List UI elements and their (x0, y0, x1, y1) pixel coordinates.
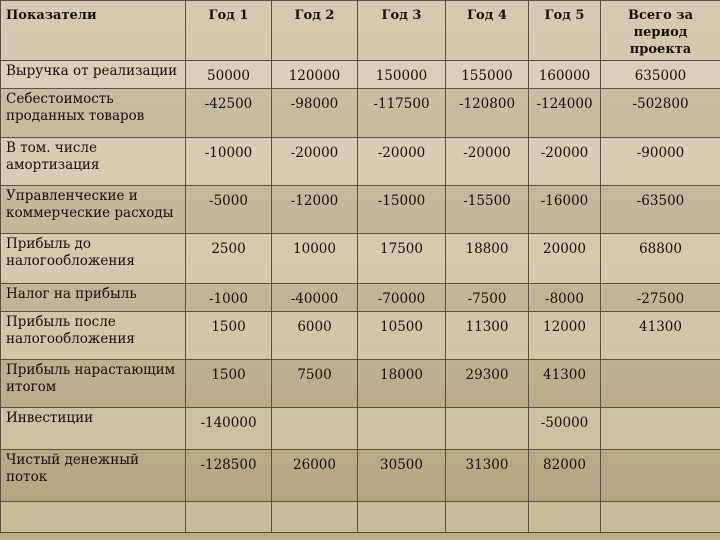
table-cell: -117500 (358, 89, 446, 138)
row-label: Прибыль после налогообложения (1, 312, 186, 360)
table-row (1, 450, 720, 502)
row-label: Инвестиции (1, 408, 186, 450)
table-cell: 41300 (601, 312, 720, 360)
row-label: В том. числе амортизация (1, 138, 186, 186)
table-cell: 155000 (446, 61, 529, 89)
table-cell (601, 450, 720, 502)
table-cell (529, 502, 601, 533)
table-cell: 82000 (529, 450, 601, 502)
table-cell: -12000 (272, 186, 358, 234)
table-cell (186, 502, 272, 533)
header-cell: Год 3 (358, 1, 446, 61)
table-row (1, 312, 720, 360)
table-cell: -20000 (358, 138, 446, 186)
table-cell: -15000 (358, 186, 446, 234)
table-cell (601, 408, 720, 450)
table-cell (601, 360, 720, 408)
table-row (1, 61, 720, 89)
table-cell: 31300 (446, 450, 529, 502)
table-cell (272, 408, 358, 450)
header-cell: Год 2 (272, 1, 358, 61)
table-cell: 30500 (358, 450, 446, 502)
table-row (1, 234, 720, 284)
table-cell (446, 408, 529, 450)
table-row (1, 408, 720, 450)
table-cell: 12000 (529, 312, 601, 360)
table-cell: -98000 (272, 89, 358, 138)
table-header-row (1, 1, 720, 61)
table-cell: -27500 (601, 284, 720, 312)
table-cell: -42500 (186, 89, 272, 138)
table-cell: -40000 (272, 284, 358, 312)
table-cell: 41300 (529, 360, 601, 408)
row-label: Прибыль до налогообложения (1, 234, 186, 284)
header-cell: Год 1 (186, 1, 272, 61)
table-cell: 1500 (186, 312, 272, 360)
table-cell: -70000 (358, 284, 446, 312)
header-cell: Год 5 (529, 1, 601, 61)
row-label: Чистый денежный поток (1, 450, 186, 502)
table-cell: 11300 (446, 312, 529, 360)
header-cell: Всего за период проекта (601, 1, 720, 61)
table-cell: 150000 (358, 61, 446, 89)
table-row (1, 89, 720, 138)
table-cell: 635000 (601, 61, 720, 89)
table-cell: -16000 (529, 186, 601, 234)
table-cell (601, 502, 720, 533)
table-cell: -90000 (601, 138, 720, 186)
table-cell: -140000 (186, 408, 272, 450)
table-cell: -10000 (186, 138, 272, 186)
table-row (1, 186, 720, 234)
table-cell: 50000 (186, 61, 272, 89)
table-cell: -20000 (529, 138, 601, 186)
table-cell: 160000 (529, 61, 601, 89)
row-label: Управленческие и коммерческие расходы (1, 186, 186, 234)
row-label: Выручка от реализации (1, 61, 186, 89)
table-cell: 68800 (601, 234, 720, 284)
table-cell: 2500 (186, 234, 272, 284)
table-cell (272, 502, 358, 533)
table-cell: -1000 (186, 284, 272, 312)
table-cell: -20000 (446, 138, 529, 186)
table-cell: 7500 (272, 360, 358, 408)
row-label: Налог на прибыль (1, 284, 186, 312)
table-cell: -128500 (186, 450, 272, 502)
table-cell: 29300 (446, 360, 529, 408)
table-cell: 18800 (446, 234, 529, 284)
table-cell: 6000 (272, 312, 358, 360)
table-row (1, 138, 720, 186)
table-cell: 20000 (529, 234, 601, 284)
table-row (1, 502, 720, 533)
header-cell: Год 4 (446, 1, 529, 61)
table-cell: -20000 (272, 138, 358, 186)
table-cell: -120800 (446, 89, 529, 138)
table-row (1, 284, 720, 312)
table-cell: -7500 (446, 284, 529, 312)
header-cell: Показатели (1, 1, 186, 61)
table-cell: -50000 (529, 408, 601, 450)
table-cell: 10500 (358, 312, 446, 360)
row-label: Себестоимость проданных товаров (1, 89, 186, 138)
table-cell: -63500 (601, 186, 720, 234)
table-cell: 17500 (358, 234, 446, 284)
table-cell: 120000 (272, 61, 358, 89)
table-cell: 1500 (186, 360, 272, 408)
row-label: Прибыль нарастающим итогом (1, 360, 186, 408)
table-cell (358, 502, 446, 533)
table-cell: 18000 (358, 360, 446, 408)
table-cell (446, 502, 529, 533)
table-cell: -502800 (601, 89, 720, 138)
row-label (1, 502, 186, 533)
table-cell: 10000 (272, 234, 358, 284)
table-cell (358, 408, 446, 450)
table-cell: -8000 (529, 284, 601, 312)
table-cell: -5000 (186, 186, 272, 234)
table-row (1, 360, 720, 408)
table-cell: -15500 (446, 186, 529, 234)
table-cell: -124000 (529, 89, 601, 138)
table-cell: 26000 (272, 450, 358, 502)
